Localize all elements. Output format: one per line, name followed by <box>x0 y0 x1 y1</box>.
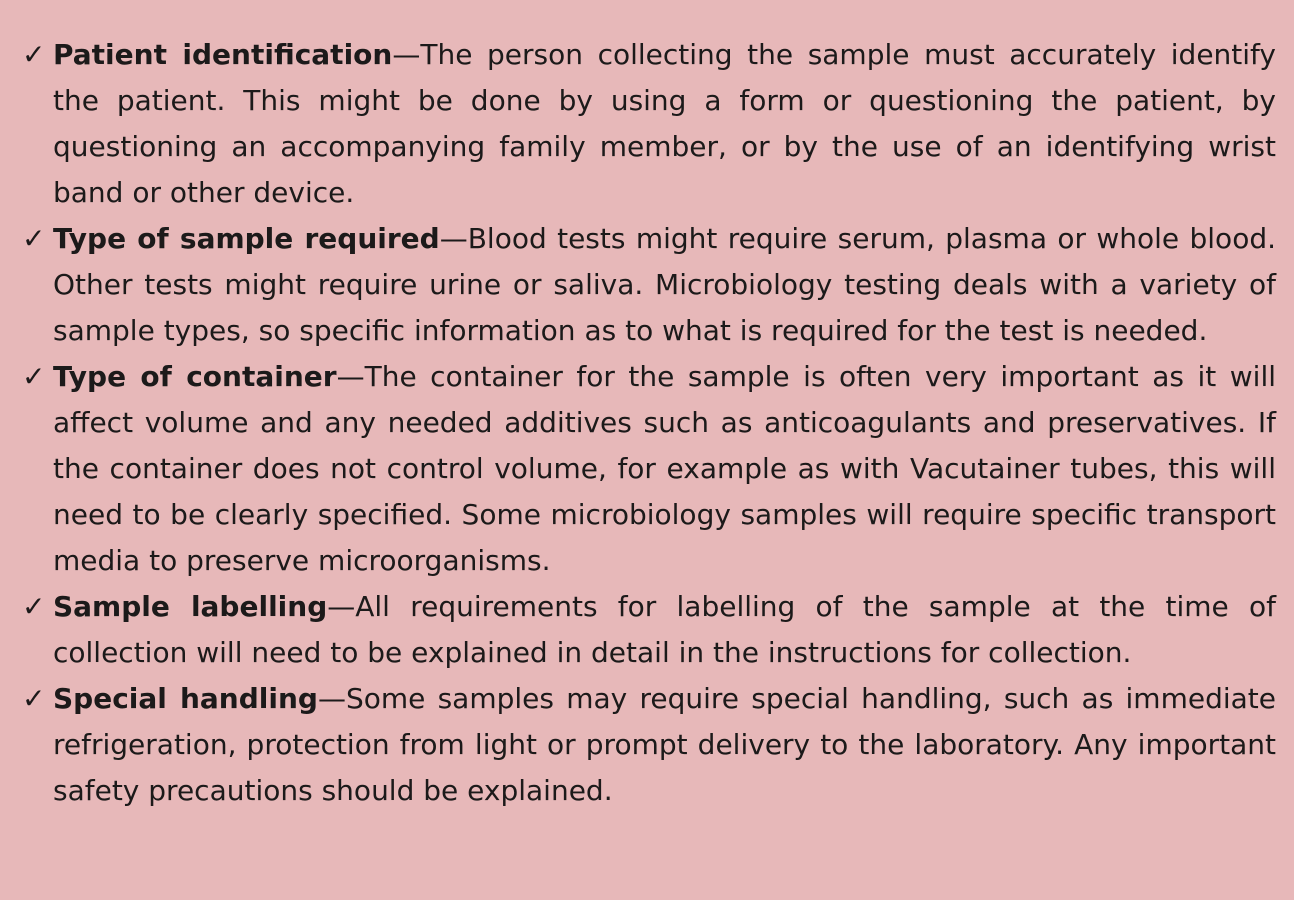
checkmark-icon: ✓ <box>22 360 46 393</box>
item-term: Sample labelling <box>53 590 328 623</box>
item-description: —The container for the sample is often very important as it will affect volume and any needed additives such as anticoagulants and preservatives. If the container does not control volume, for example as with Vacutainer tubes, this will need to be clearly specified. Some microbiology samples will require specific transport media to preserve microorganisms. <box>53 360 1277 577</box>
item-term: Type of container <box>53 360 337 393</box>
checkmark-icon: ✓ <box>22 590 46 623</box>
checkmark-icon: ✓ <box>22 222 46 255</box>
list-item-type-of-container <box>22 354 1276 584</box>
item-description: —Blood tests might require serum, plasma or whole blood. Other tests might require urine or saliva. Microbiology testing deals with a variety of sample types, so specific information as to what is required for the test is needed. <box>53 222 1276 347</box>
list-item-special-handling <box>22 676 1276 814</box>
checkmark-icon: ✓ <box>22 682 46 715</box>
item-term: Special handling <box>53 682 318 715</box>
item-description: —All requirements for labelling of the sample at the time of collection will need to be explained in detail in the instructions for collection. <box>53 590 1276 669</box>
item-description: —The person collecting the sample must accurately identify the patient. This might be done by using a form or questioning the patient, by questioning an accompanying family member, or by the use of an identifying wrist band or other device. <box>53 38 1276 209</box>
list-item-patient-identification <box>22 32 1276 216</box>
list-item-type-of-sample <box>22 216 1276 354</box>
list-item-sample-labelling <box>22 584 1276 676</box>
checkmark-icon: ✓ <box>22 38 46 71</box>
item-description: —Some samples may require special handling, such as immediate refrigeration, protection from light or prompt delivery to the laboratory. Any important safety precautions should be explained. <box>53 682 1276 807</box>
requirements-list <box>22 32 1276 814</box>
item-term: Patient identification <box>53 38 393 71</box>
item-term: Type of sample required <box>53 222 440 255</box>
